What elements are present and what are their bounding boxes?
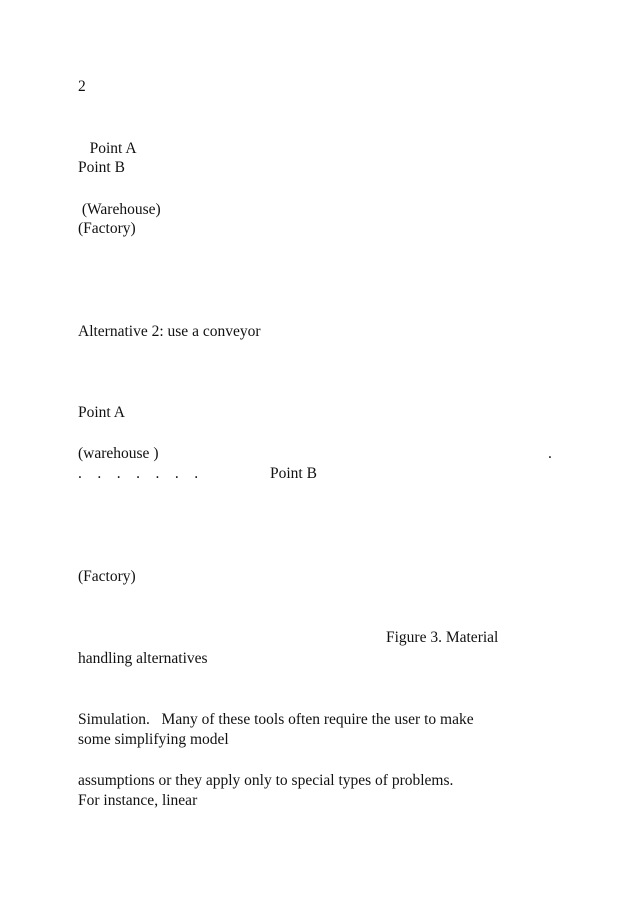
alt1-point-a-label: Point A [78,140,137,157]
alt1-factory-label: (Factory) [78,220,136,237]
alt1-point-b-label: Point B [78,159,125,176]
alt2-point-b-label: Point B [270,465,317,482]
body-text-line-1: Simulation. Many of these tools often require the user to make [78,711,474,728]
alt2-factory-label: (Factory) [78,568,136,585]
alt1-warehouse-label: (Warehouse) [78,201,161,218]
figure-caption-part2: handling alternatives [78,650,208,667]
conveyor-dot-end: . [548,445,552,462]
alt2-heading: Alternative 2: use a conveyor [78,323,261,340]
alt2-warehouse-label: (warehouse ) [78,445,159,462]
page-number: 2 [78,78,86,95]
figure-caption-part1: Figure 3. Material [386,629,499,646]
body-text-line-4: For instance, linear [78,792,198,809]
conveyor-dots-row: . . . . . . . [78,465,199,482]
alt2-point-a-label: Point A [78,404,125,421]
body-text-line-3: assumptions or they apply only to special types of problems. [78,772,454,789]
body-text-line-2: some simplifying model [78,731,229,748]
